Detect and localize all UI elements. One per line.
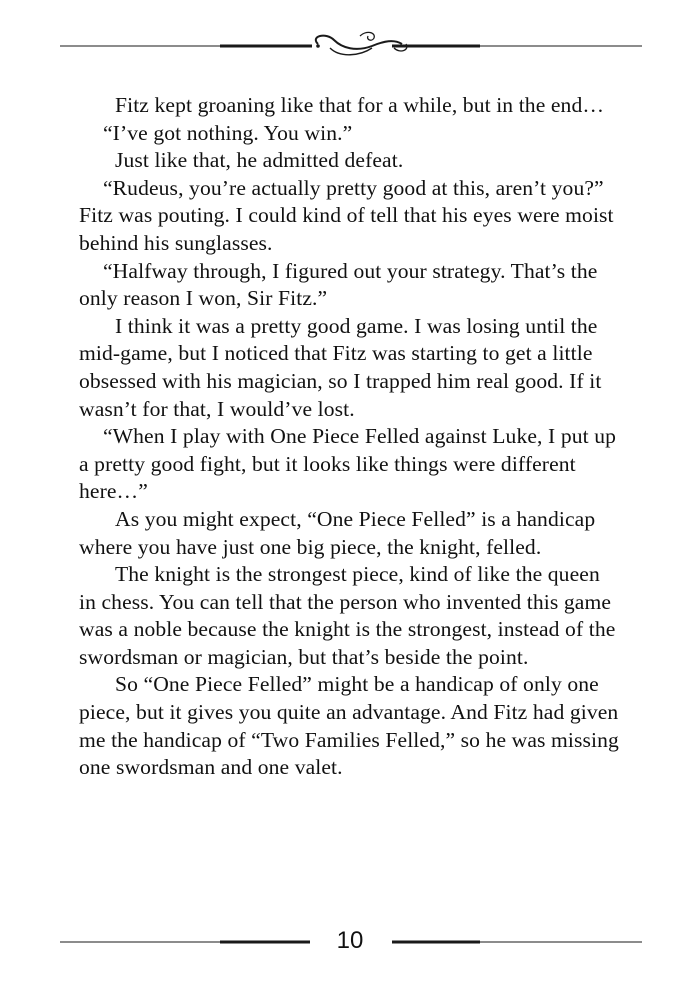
page-body [79, 92, 619, 782]
paragraph: So “One Piece Felled” might be a handicap of only one piece, but it gives you quite an advantage. And Fitz had given me the handicap of “Two Families Felled,” so he was missing one swordsman and one valet. [79, 672, 619, 780]
header-ornament [0, 26, 700, 76]
paragraph: I think it was a pretty good game. I was losing until the mid-game, but I noticed that Fitz was starting to get a little obsessed with his magician, so I trapped him real good. If it wasn’t for that, I would’ve lost. [79, 313, 602, 421]
page-footer [0, 922, 700, 962]
paragraph: As you might expect, “One Piece Felled” is a handicap where you have just one big piece, the knight, felled. [79, 506, 596, 559]
paragraph: “I’ve got nothing. You win.” [103, 120, 353, 145]
flourish-ornament-icon [0, 26, 700, 76]
paragraph: “When I play with One Piece Felled against Luke, I put up a pretty good fight, but it looks like things were different here…” [79, 424, 617, 504]
paragraph: “Rudeus, you’re actually pretty good at this, aren’t you?” Fitz was pouting. I could kind of tell that his eyes were moist behind his sunglasses. [79, 175, 614, 255]
paragraph: “Halfway through, I figured out your strategy. That’s the only reason I won, Sir Fitz.” [79, 258, 598, 311]
paragraph: Fitz kept groaning like that for a while, but in the end… [115, 93, 605, 117]
paragraph: Just like that, he admitted defeat. [115, 148, 404, 173]
page-number: 10 [336, 927, 364, 954]
paragraph: The knight is the strongest piece, kind of like the queen in chess. You can tell that the person who invented this game was a noble because the knight is the strongest, instead of the swordsman or magician, but that’s beside the point. [79, 562, 616, 669]
